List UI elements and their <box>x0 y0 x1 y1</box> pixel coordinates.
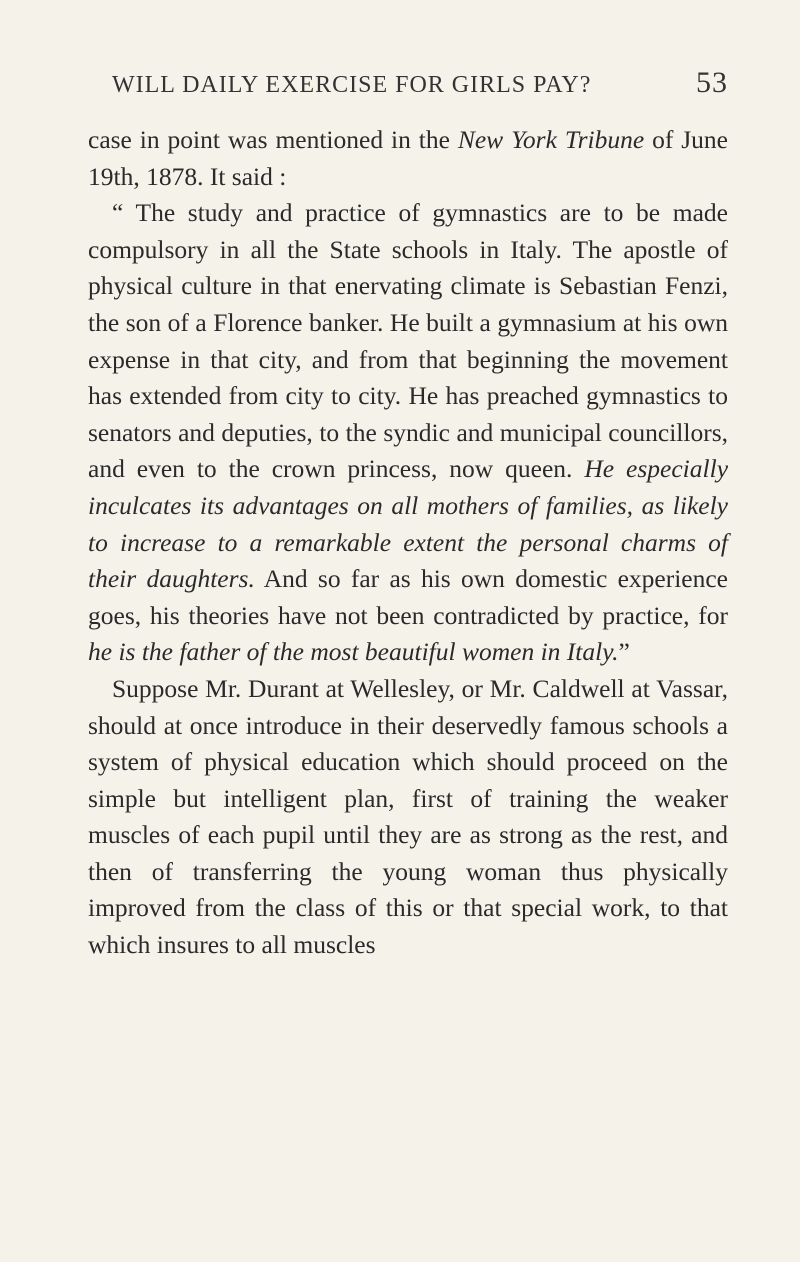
page-number: 53 <box>696 66 728 99</box>
p2-text-b: And so far as his own domestic experience goes, his theories have not been contradicted by practice, for <box>88 564 728 630</box>
paragraph-2-quote <box>88 195 728 671</box>
p2-text-a: “ The study and practice of gymnastics are to be made compulsory in all the State schools in Italy. The apostle of physical culture in that enervating climate is Sebastian Fenzi, the son of a Florence banker. He built a gymnasium at his own expense in that city, and from that beginning the movement has extended from city to city. He has preached gymnastics to senators and deputies, to the syndic and municipal councillors, and even to the crown princess, now queen. <box>88 198 728 484</box>
paragraph-3 <box>88 671 728 964</box>
p2-italic-b: he is the father of the most beautiful women in Italy. <box>88 637 619 667</box>
running-title: WILL DAILY EXERCISE FOR GIRLS PAY? <box>112 72 592 98</box>
p3-text: Suppose Mr. Durant at Wellesley, or Mr. Caldwell at Vassar, should at once introduce in their deservedly famous schools a system of physical education which should proceed on the simple but intelligent plan, first of training the weaker muscles of each pupil until they are as strong as the rest, and then of transferring the young woman thus physically improved from the class of this or that special work, to that which insures to all muscles <box>88 673 728 960</box>
book-page <box>88 66 728 964</box>
p1-text-a: case in point was mentioned in the <box>88 125 458 154</box>
paragraph-1 <box>88 122 728 195</box>
body-text <box>88 122 728 964</box>
p1-text-b: of June 19th, 1878. It said : <box>88 125 729 191</box>
p2-italic-a: He especially inculcates its advantages on all mothers of families, as likely to increase to a remarkable extent the personal charms of their daughters. <box>88 454 729 594</box>
p1-newspaper-title: New York Tribune <box>457 125 645 154</box>
p2-close-quote: ” <box>618 637 630 667</box>
running-head <box>88 66 728 100</box>
